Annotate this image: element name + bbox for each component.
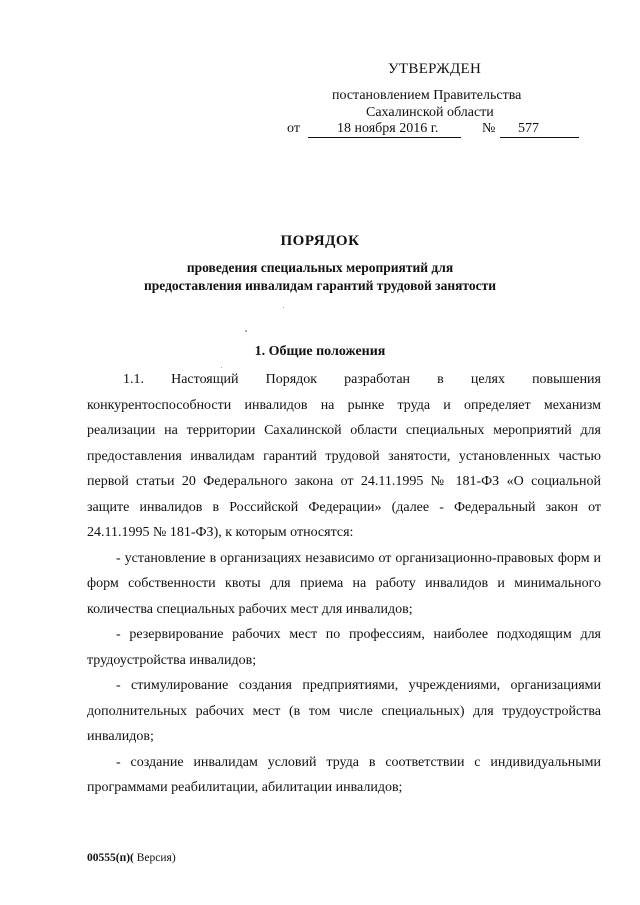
number-field: [500, 121, 579, 138]
body-text: [87, 367, 601, 801]
list-item-quota: - установление в организациях независимо от организационно-правовых форм и форм собственности квоты для приема на работу инвалидов и минимального количества специальных рабочих мест для инвалидов;: [87, 550, 601, 617]
scan-speck: [221, 367, 222, 368]
scan-speck: [245, 330, 247, 332]
number-label: №: [482, 121, 496, 136]
date-value: 18 ноября 2016 г.: [337, 121, 439, 136]
document-title: ПОРЯДОК: [280, 233, 360, 249]
list-item-stimulation: - стимулирование создания предприятиями, учреждениями, организациями дополнительных рабочих мест (в том числе специальных) для трудоустройства инвалидов;: [87, 678, 601, 744]
approval-line-1: постановлением Правительства: [332, 88, 522, 103]
date-field: [308, 121, 461, 138]
footer-code: 00555(п)(: [87, 852, 134, 864]
footer-version: [87, 852, 176, 864]
section-heading: 1. Общие положения: [254, 344, 386, 359]
number-value: 577: [518, 121, 539, 136]
list-item-conditions: - создание инвалидам условий труда в соответствии с индивидуальными программами реабилитации, абилитации инвалидов;: [87, 754, 601, 795]
from-label: от: [287, 121, 300, 136]
scan-speck: [283, 307, 284, 308]
approval-date-row: [287, 121, 587, 141]
list-item-reservation: - резервирование рабочих мест по профессиям, наиболее подходящим для трудоустройства инвалидов;: [87, 627, 601, 668]
approval-heading: УТВЕРЖДЕН: [388, 61, 482, 77]
footer-version-label: Версия): [133, 852, 176, 864]
paragraph-1-1: 1.1. Настоящий Порядок разработан в целях повышения конкурентоспособности инвалидов на рынке труда и определяет механизм реализации на территории Сахалинской области специальных мероприятий для предоставления инвалидам гарантий трудовой занятости, установленных частью первой статьи 20 Федерального закона от 24.11.1995 № 181-ФЗ «О социальной защите инвалидов в Российской Федерации» (далее - Федеральный закон от 24.11.1995 № 181-ФЗ), к которым относятся:: [87, 372, 601, 540]
approval-line-2: Сахалинской области: [366, 105, 494, 120]
subtitle-line-2: предоставления инвалидам гарантий трудовой занятости: [143, 278, 497, 293]
subtitle-line-1: проведения специальных мероприятий для: [186, 260, 454, 275]
